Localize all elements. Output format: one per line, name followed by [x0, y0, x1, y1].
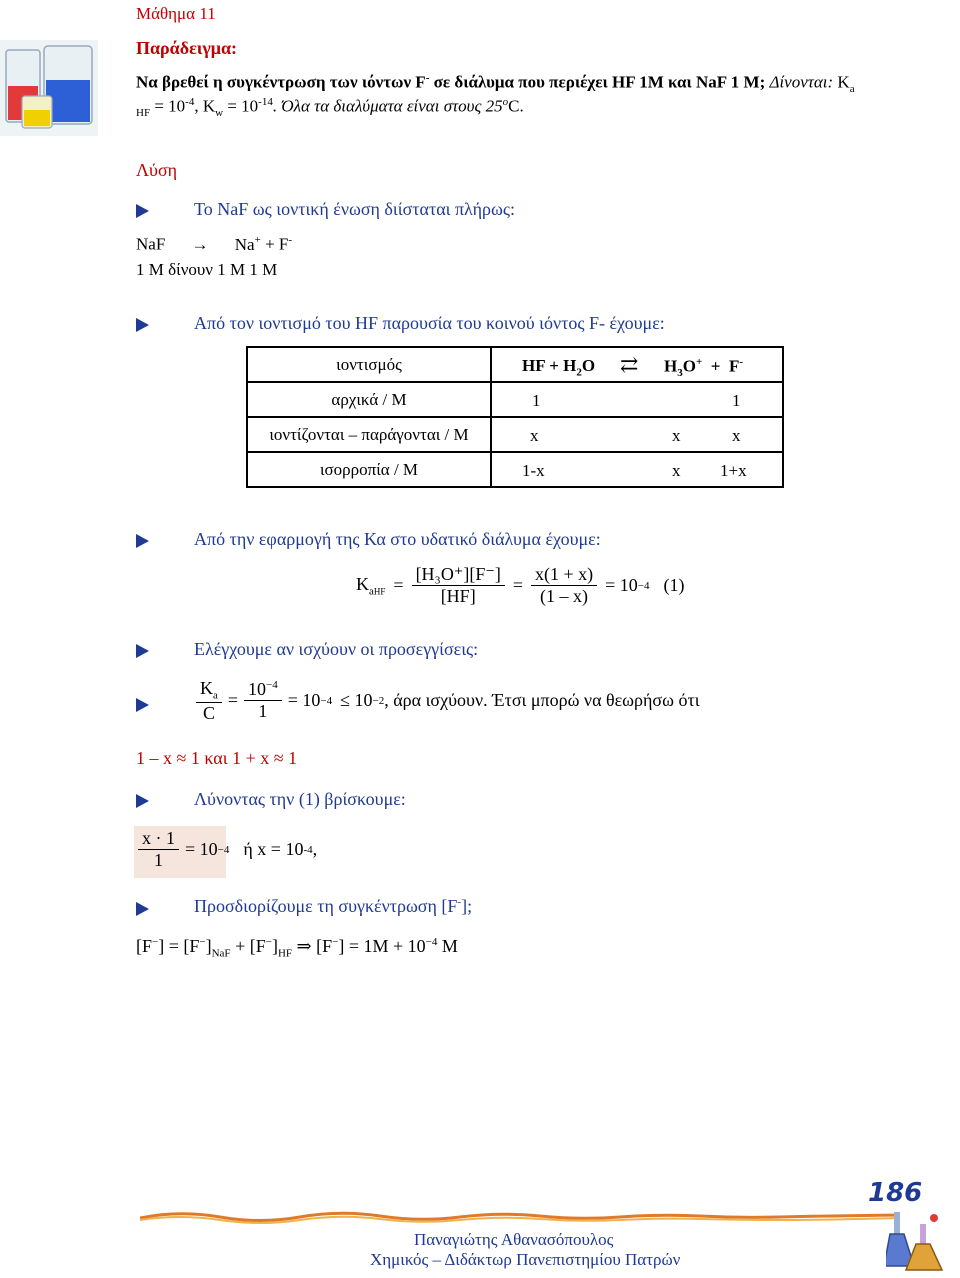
bullet-arrow-icon	[136, 204, 149, 218]
page-number: 186	[868, 1178, 923, 1208]
table-header-label: ιοντισμός	[247, 347, 491, 382]
fluoride-concentration-eq: $[F^-] = [F^-]_{NaF} + [F^-]_{HF}$ ⇒ $[F^-] = 1M + 10^{-4}$ M	[136, 936, 458, 960]
approximation-result: 1 – x ≈ 1 και 1 + x ≈ 1	[136, 748, 298, 768]
problem-statement: Να βρεθεί η συγκέντρωση των ιόντων F- σε διάλυμα που περιέχει HF 1M και NaF 1 M; Δίνονται: $K_a$	[136, 72, 855, 96]
table-header-row	[247, 347, 783, 382]
table-row: ισορροπία / M 1-x x 1+x	[247, 452, 783, 487]
example-heading: Παράδειγμα:	[136, 38, 238, 58]
dissociation-eq: NaF → Na+ + F-	[136, 234, 293, 254]
ionization-table	[246, 346, 784, 488]
ka-equation: $K_{aHF}$ = $\frac{\text{[H₃O⁺][F⁻]}}{[HF]}$ = $\frac{x(1 + x)}{(1 - x)}$ = 10 −4 (1)	[356, 564, 685, 606]
approximation-check: $\frac{K_a}{C}$ = $\frac{10^{-4}}{1}$ = 10 −4 ≤ 10 −2 , άρα ισχύουν. Έτσι μπορώ να θεωρήσω ότι	[196, 678, 700, 724]
step4-text: Ελέγχουμε αν ισχύουν οι προσεγγίσεις:	[194, 639, 479, 659]
bullet-arrow-icon	[136, 902, 149, 916]
bullet-arrow-icon	[136, 698, 149, 712]
dissociation-amounts: 1 M δίνουν 1 M 1 M	[136, 260, 278, 279]
given-values: $_{HF} = 10^{-4}$, $K_w = 10^{-14}$. Όλα τα διαλύματα είναι στους 25$^o$C.	[136, 96, 524, 120]
table-row: ιοντίζονται – παράγονται / M x x x	[247, 417, 783, 452]
bullet-arrow-icon	[136, 534, 149, 548]
footer-title: Χημικός – Διδάκτωρ Πανεπιστημίου Πατρών	[370, 1250, 681, 1269]
step5-text: Λύνοντας την (1) βρίσκουμε:	[194, 789, 406, 809]
step3-text: Από την εφαρμογή της Κα στο υδατικό διάλυμα έχουμε:	[194, 529, 601, 549]
footer-decorative-line	[140, 1208, 900, 1224]
table-row: αρχικά / M 1 1	[247, 382, 783, 417]
lab-flasks-icon	[886, 1208, 954, 1274]
bullet-arrow-icon	[136, 794, 149, 808]
step2-text: Από τον ιοντισμό του HF παρουσία του κοινού ιόντος F- έχουμε:	[194, 313, 665, 333]
bullet-arrow-icon	[136, 644, 149, 658]
bullet-arrow-icon	[136, 318, 149, 332]
equation-cell: HF + $H_2O$ ⇄ $H_3O^+ + F^-$	[491, 347, 783, 382]
lesson-title: Μάθημα 11	[136, 4, 216, 23]
beakers-illustration	[0, 40, 98, 136]
footer-author: Παναγιώτης Αθανασόπουλος	[414, 1230, 614, 1249]
step6-text: Προσδιορίζουμε τη συγκέντρωση [F-];	[194, 896, 473, 916]
step1-text: Το NaF ως ιοντική ένωση διίσταται πλήρως:	[194, 199, 516, 219]
solution-equation: $\frac{x \cdot 1}{1}$ = 10 −4 ή x = 10 -4 ,	[138, 828, 317, 871]
solution-heading: Λύση	[136, 160, 178, 180]
equilibrium-arrow-icon: ⇄	[620, 352, 639, 377]
